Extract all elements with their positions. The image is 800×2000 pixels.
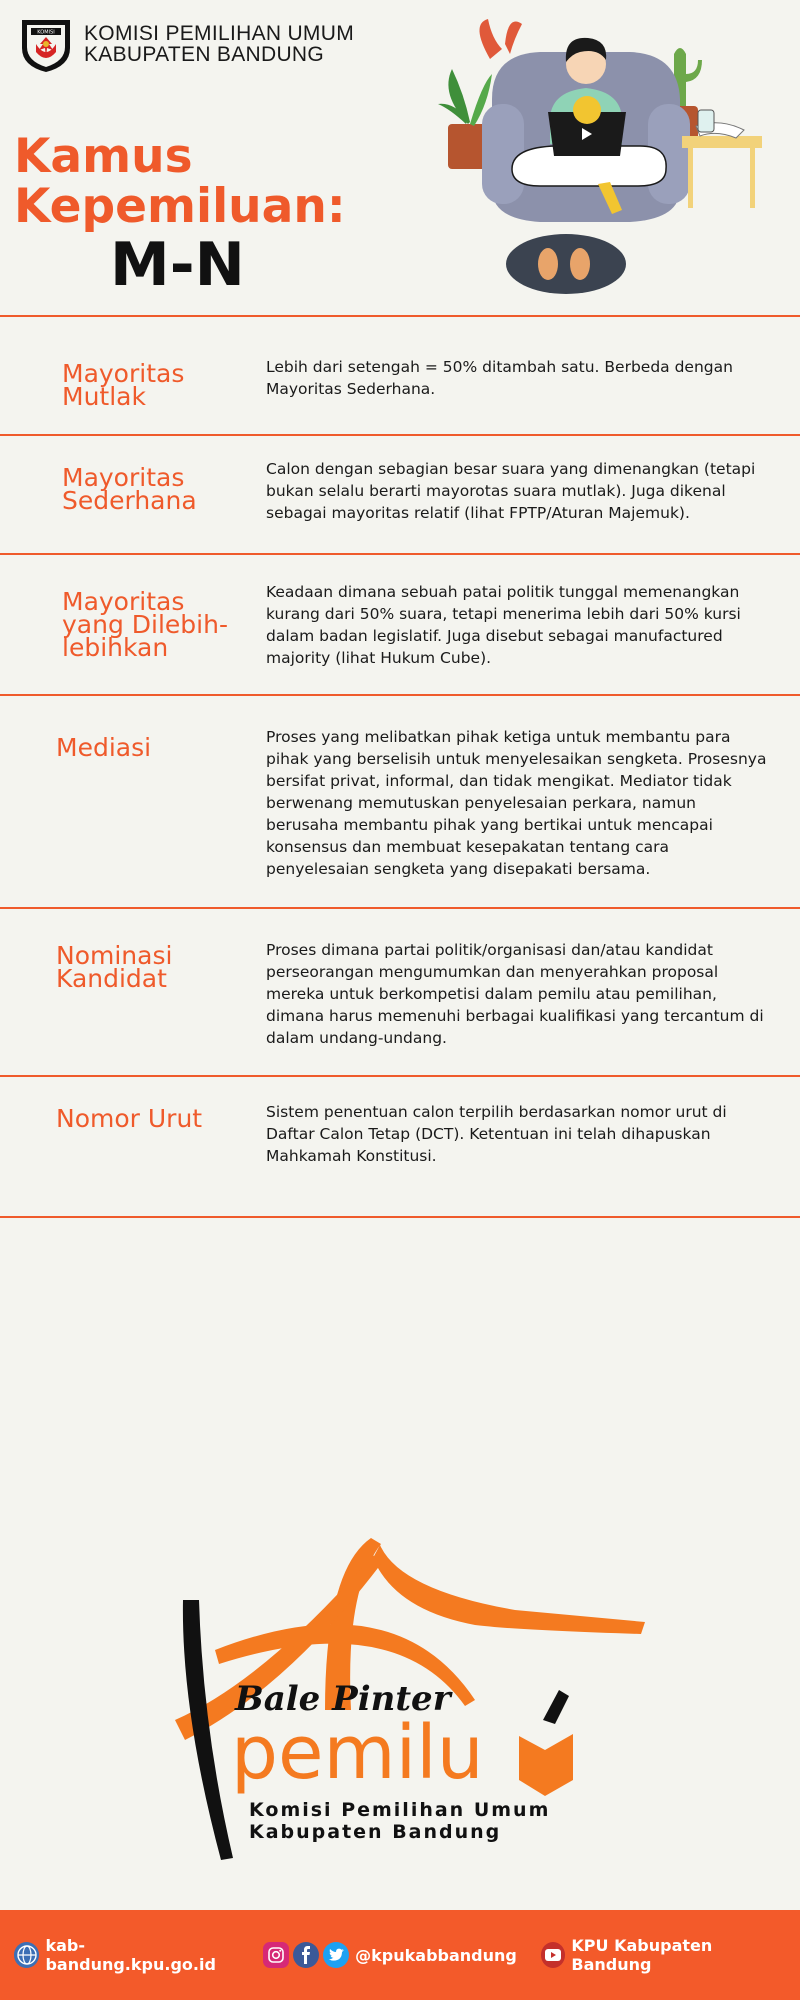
facebook-icon [293,1942,319,1968]
logo-text-top: KOMISI [37,29,55,36]
term-line: Sederhana [62,486,197,515]
page-subtitle: M-N [110,230,245,300]
entry-term [62,359,185,411]
kpu-logo-icon [18,14,74,74]
term-line: Mayoritas [62,587,185,616]
footer-youtube[interactable] [541,1936,786,1974]
title-line1: Kamus [14,129,193,184]
header [0,0,800,315]
term-line: Kandidat [56,964,167,993]
entry-definition: Calon dengan sebagian besar suara yang dimenangkan (tetapi bukan selalu berarti mayorotas suara mutlak). Juga dikenal sebagai mayoritas relatif (lihat FPTP/Aturan Majemuk). [266,460,756,522]
youtube-icon [541,1942,566,1968]
glossary-entry [0,1075,800,1218]
person-laptop-illustration [430,14,770,304]
glossary-entry [0,694,800,907]
glossary-entry [0,553,800,694]
term-line: Nominasi [56,941,173,970]
brand-line1: Bale Pinter [235,1679,451,1719]
brand-line2: pemilu [231,1710,484,1796]
term-line: Mayoritas [62,463,185,492]
social-handle-text: @kpukabbandung [355,1945,517,1965]
globe-icon [14,1942,39,1968]
glossary-entry [0,315,800,434]
term-line: Mutlak [62,382,146,411]
brand-line3: Komisi Pemilihan Umum [249,1799,551,1821]
brand-line4: Kabupaten Bandung [249,1821,502,1843]
entry-term [56,733,152,762]
twitter-icon [323,1942,349,1968]
org-name-line1: KOMISI PEMILIHAN UMUM [84,22,354,45]
entry-term [62,463,197,515]
entry-term [56,941,173,993]
youtube-text: KPU Kabupaten Bandung [571,1936,713,1974]
entry-definition: Sistem penentuan calon terpilih berdasarkan nomor urut di Daftar Calon Tetap (DCT). Ketentuan ini telah dihapuskan Mahkamah Konstitusi. [266,1103,727,1165]
page-title [14,129,346,234]
title-line2: Kepemiluan: [14,179,346,234]
instagram-icon [263,1942,289,1968]
org-name-line2: KABUPATEN BANDUNG [84,43,325,66]
term-line: yang Dilebih- [62,610,228,639]
bale-pinter-pemilu-logo [175,1530,645,1880]
entry-definition: Proses dimana partai politik/organisasi dan/atau kandidat perseorangan mengumumkan dan menyerahkan proposal mereka untuk berkompetisi dalam pemilu atau pemilihan, dimana harus memenuhi berbagai kualifikasi yang tercantum di dalam undang-undang. [266,941,764,1047]
entry-definition: Keadaan dimana sebuah patai politik tunggal memenangkan kurang dari 50% suara, tetapi menerima lebih dari 50% kursi dalam badan legislatif. Juga disebut sebagai manufactured majority (lihat Hukum Cube). [266,583,741,667]
footer [0,1910,800,2000]
term-line: Nomor Urut [56,1104,203,1133]
website-text: kab-bandung.kpu.go.id [45,1936,216,1974]
glossary-entry [0,434,800,553]
entry-term [56,1104,203,1133]
glossary-list [0,315,800,1218]
footer-website[interactable] [14,1936,251,1974]
footer-social[interactable] [263,1942,529,1968]
term-line: Mayoritas [62,359,185,388]
organization-block [18,14,354,74]
entry-definition: Proses yang melibatkan pihak ketiga untuk membantu para pihak yang berselisih untuk menyelesaikan sengketa. Prosesnya bersifat privat, informal, dan tidak mengikat. Mediator tidak berwenang memutuskan penyelesaian perkara, namun berusaha membantu pihak yang bertikai untuk mencapai konsensus dan membuat kesepakatan tentang cara penyelesaian sengketa yang disepakati bersama. [266,728,767,878]
term-line: lebihkan [62,633,169,662]
entry-definition: Lebih dari setengah = 50% ditambah satu. Berbeda dengan Mayoritas Sederhana. [266,358,733,398]
entry-term [62,587,228,662]
term-line: Mediasi [56,733,152,762]
glossary-entry [0,907,800,1075]
